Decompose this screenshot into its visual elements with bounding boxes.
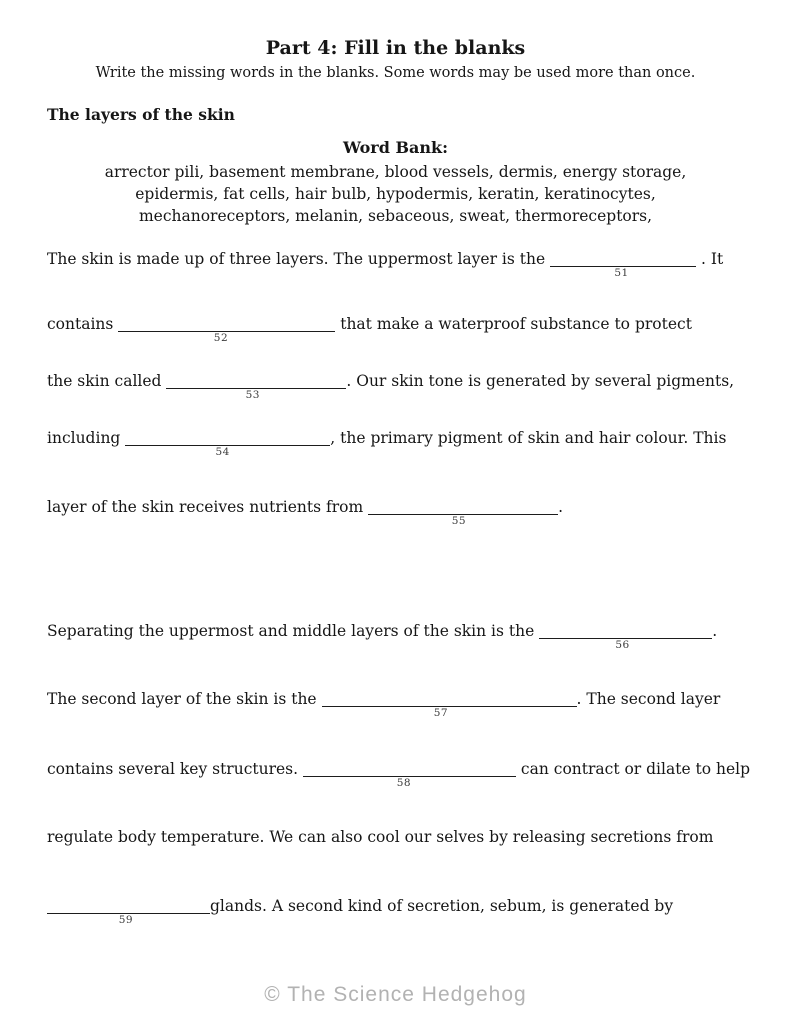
section-heading: The layers of the skin (47, 105, 235, 124)
blank-59[interactable] (47, 899, 210, 926)
word-bank-label: Word Bank: (342, 138, 449, 157)
blank-number: 51 (614, 267, 629, 279)
line-text: , the primary pigment of skin and hair colour. This (330, 429, 727, 447)
blank-number: 59 (118, 914, 134, 926)
blank-52[interactable] (118, 317, 335, 344)
fill-line (47, 621, 759, 651)
line-text: . It (696, 250, 724, 268)
word-bank (40, 161, 751, 227)
page-title: Part 4: Fill in the blanks (265, 37, 526, 59)
blank-number: 57 (433, 707, 449, 719)
line-text: The skin is made up of three layers. The uppermost layer is the (47, 250, 551, 268)
line-text: contains (47, 315, 119, 333)
fill-line (47, 428, 759, 458)
instructions-text: Write the missing words in the blanks. Some words may be used more than once. (95, 65, 696, 81)
fill-line (47, 689, 759, 719)
line-text: glands. A second kind of secretion, sebum, is generated by (210, 897, 674, 915)
blank-54[interactable] (125, 431, 330, 458)
line-text: Separating the uppermost and middle layers of the skin is the (47, 622, 540, 640)
line-text: layer of the skin receives nutrients from (47, 498, 369, 516)
copyright-watermark: © The Science Hedgehog (264, 983, 527, 1006)
line-text: . (558, 498, 564, 516)
blank-number: 54 (215, 446, 230, 458)
line-text: . The second layer (576, 690, 721, 708)
line-text: The second layer of the skin is the (47, 690, 322, 708)
word-bank-line: mechanoreceptors, melanin, sebaceous, sweat, thermoreceptors, (138, 207, 653, 225)
fill-line (47, 497, 759, 527)
line-text: . (712, 622, 718, 640)
line-text: including (47, 429, 126, 447)
blank-number: 53 (245, 389, 260, 401)
blank-55[interactable] (368, 500, 558, 527)
blank-number: 58 (396, 777, 412, 789)
word-bank-line: epidermis, fat cells, hair bulb, hypodermis, keratin, keratinocytes, (135, 185, 656, 203)
blank-57[interactable] (322, 692, 577, 719)
fill-line (47, 371, 759, 401)
fill-line (47, 314, 759, 344)
line-text: contains several key structures. (47, 760, 303, 778)
line-text: regulate body temperature. We can also cool our selves by releasing secretions from (47, 828, 714, 846)
blank-number: 52 (213, 332, 229, 344)
line-text: . Our skin tone is generated by several pigments, (346, 372, 735, 390)
blank-53[interactable] (166, 374, 346, 401)
blank-56[interactable] (539, 624, 712, 651)
fill-line (47, 759, 759, 789)
blank-number: 56 (615, 639, 630, 651)
fill-line (47, 896, 759, 926)
fill-line (47, 827, 759, 847)
blank-number: 55 (451, 515, 467, 527)
line-text: the skin called (47, 372, 167, 390)
word-bank-line: arrector pili, basement membrane, blood vessels, dermis, energy storage, (104, 163, 687, 181)
line-text: can contract or dilate to help (516, 760, 751, 778)
blank-58[interactable] (303, 762, 516, 789)
blank-51[interactable] (550, 252, 696, 279)
line-text: that make a waterproof substance to protect (335, 315, 692, 333)
fill-line (47, 249, 759, 279)
